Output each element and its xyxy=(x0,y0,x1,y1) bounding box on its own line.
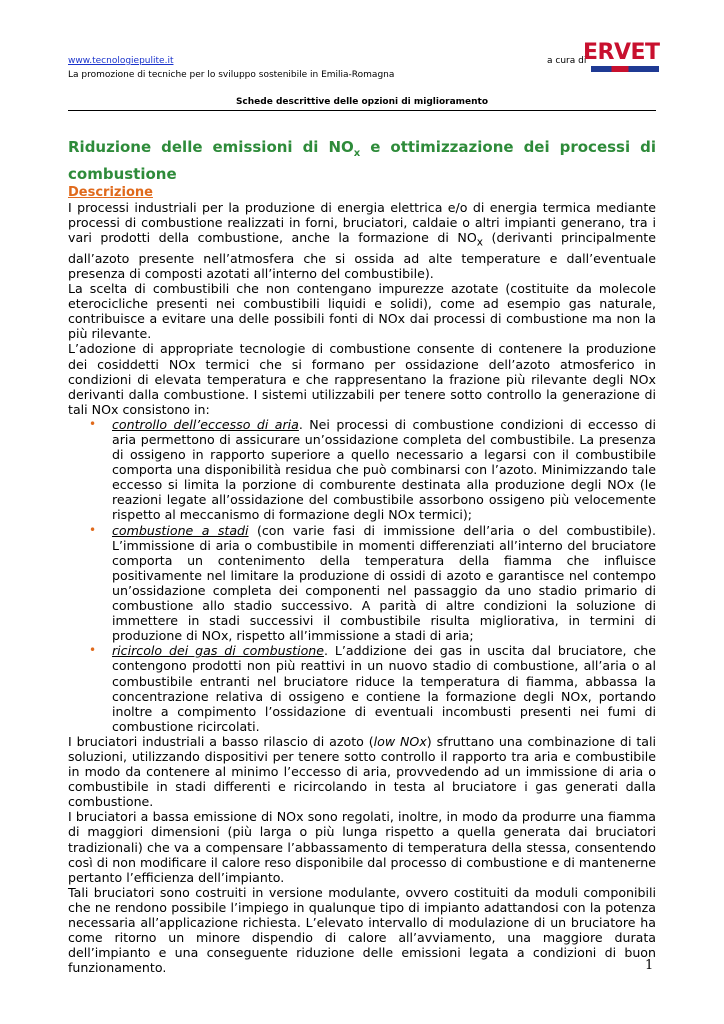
paragraph-5: I bruciatori a bassa emissione di NOx sono regolati, inoltre, in modo da produrre una fiamma di maggiori dimensioni (più larga o più lunga rispetto a quella generata dai bruciatori tradizionali) che va a compensare l’abbassamento di temperatura della stessa, consentendo così di non modificare il calore reso disponibile dal processo di combustione e di mantenerne pertanto l’efficienza dell’impianto. xyxy=(68,809,656,885)
paragraph-2: La scelta di combustibili che non contengano impurezze azotate (costituite da molecole eterocicliche presenti nei combustibili liquidi e solidi), come ad esempio gas naturale, contribuisce a evitare una delle possibili fonti di NOx dai processi di combustione ma non la più rilevante. xyxy=(68,281,656,342)
paragraph-6: Tali bruciatori sono costruiti in versione modulante, ovvero costituiti da moduli componibili che ne rendono possibile l’impiego in qualunque tipo di impianto adattandosi con la potenza necessaria all’applicazione richiesta. L’elevato intervallo di modulazione di un bruciatore ha come ritorno un minore dispendio di calore all’avviamento, una maggiore durata dell’impianto e una conseguente riduzione delle emissioni legata a condizioni di buon funzionamento. xyxy=(68,884,656,976)
bullet-icon: • xyxy=(89,643,97,658)
logo-stripe xyxy=(591,66,659,72)
document-body xyxy=(68,185,656,975)
paragraph-3: L’adozione di appropriate tecnologie di combustione consente di contenere la produzione dei cosiddetti NOx termici che si formano per ossidazione dell’azoto atmosferico in condizioni di elevata temperatura e che rappresentano la frazione più rilevante degli NOx derivanti dalla combustione. I sistemi utilizzabili per tenere sotto controllo la generazione di tali NOx consistono in: xyxy=(68,341,656,417)
header-acura-label: a cura di xyxy=(547,56,587,66)
list-item: • controllo dell’eccesso di aria. Nei processi di combustione condizioni di eccesso di aria permettono di assicurare un’ossidazione completa del combustibile. La presenza di ossigeno in rapporto superiore a quello necessario a legarsi con il combustibile comporta una disponibilità residua che può combinarsi con l’azoto. Minimizzando tale eccesso si limita la porzione di comburente destinata alla produzione degli NOx (le reazioni legate all’ossidazione del combustibile assorbono ossigeno più velocemente rispetto al meccanismo di formazione degli NOx termici); xyxy=(89,416,656,523)
ervet-logo xyxy=(583,40,659,74)
header-section-title: Schede descrittive delle opzioni di miglioramento xyxy=(235,97,489,107)
technique-list xyxy=(68,417,656,734)
paragraph-4: I bruciatori industriali a basso rilascio di azoto (low NOx) sfruttano una combinazione di tali soluzioni, utilizzando dispositivi per tenere sotto controllo il rapporto tra aria e combustibile in modo da contenere al minimo l’eccesso di aria, provvedendo ad un immissione di aria o combustibile in stadi differenti e ricircolando in testa al bruciatore i gas generati dalla combustione. xyxy=(68,733,656,810)
logo-text: ERVET xyxy=(583,40,660,65)
page-title: Riduzione delle emissioni di $NO_x$ e ottimizzazione dei processi di combustione xyxy=(68,138,656,183)
title-subscript: x xyxy=(353,148,361,159)
paragraph-1: I processi industriali per la produzione di energia elettrica e/o di energia termica mediante processi di combustione realizzati in forni, bruciatori, caldaie o altri impianti generano, tra i vari prodotti della combustione, anche la formazione di $NO_x$ (derivanti principalmente dall’azoto presente nell’atmosfera che si ossida ad alte temperature e dall’eventuale presenza di composti azotati all’interno del combustibile). xyxy=(68,200,656,281)
list-item: • combustione a stadi (con varie fasi di immissione dell’aria o del combustibile). L’immissione di aria o combustibile in momenti differenziati all’interno del bruciatore comporta un contenimento della temperatura della fiamma che influisce positivamente nel limitare la produzione di ossidi di azoto e garantisce nel contempo un’ossidazione completa dei componenti nel passaggio da uno stadio primario di combustione allo stadio successivo. A parità di altre condizioni la soluzione di immettere in stadi successivi il combustibile risulta migliorativa, in termini di produzione di NOx, rispetto all’immissione a stadi di aria; xyxy=(89,522,656,644)
header-subtitle: La promozione di tecniche per lo sviluppo sostenibile in Emilia-Romagna xyxy=(68,70,395,80)
bullet-icon: • xyxy=(89,416,97,431)
bullet-icon: • xyxy=(89,522,97,537)
page-number: 1 xyxy=(645,958,654,973)
website-link[interactable]: www.tecnologiepulite.it xyxy=(68,56,174,66)
section-heading-descrizione: Descrizione xyxy=(68,185,153,200)
header-divider xyxy=(68,110,656,111)
list-item: • ricircolo dei gas di combustione. L’addizione dei gas in uscita dal bruciatore, che contengono prodotti non più reattivi in un nuovo stadio di combustione, all’aria o al combustibile entranti nel bruciatore riduce la temperatura di fiamma, abbassa la concentrazione relativa di ossigeno e contiene la formazione degli NOx, portando inoltre a compimento l’ossidazione di eventuali incombusti presenti nei fumi di combustione ricircolati. xyxy=(89,643,656,734)
